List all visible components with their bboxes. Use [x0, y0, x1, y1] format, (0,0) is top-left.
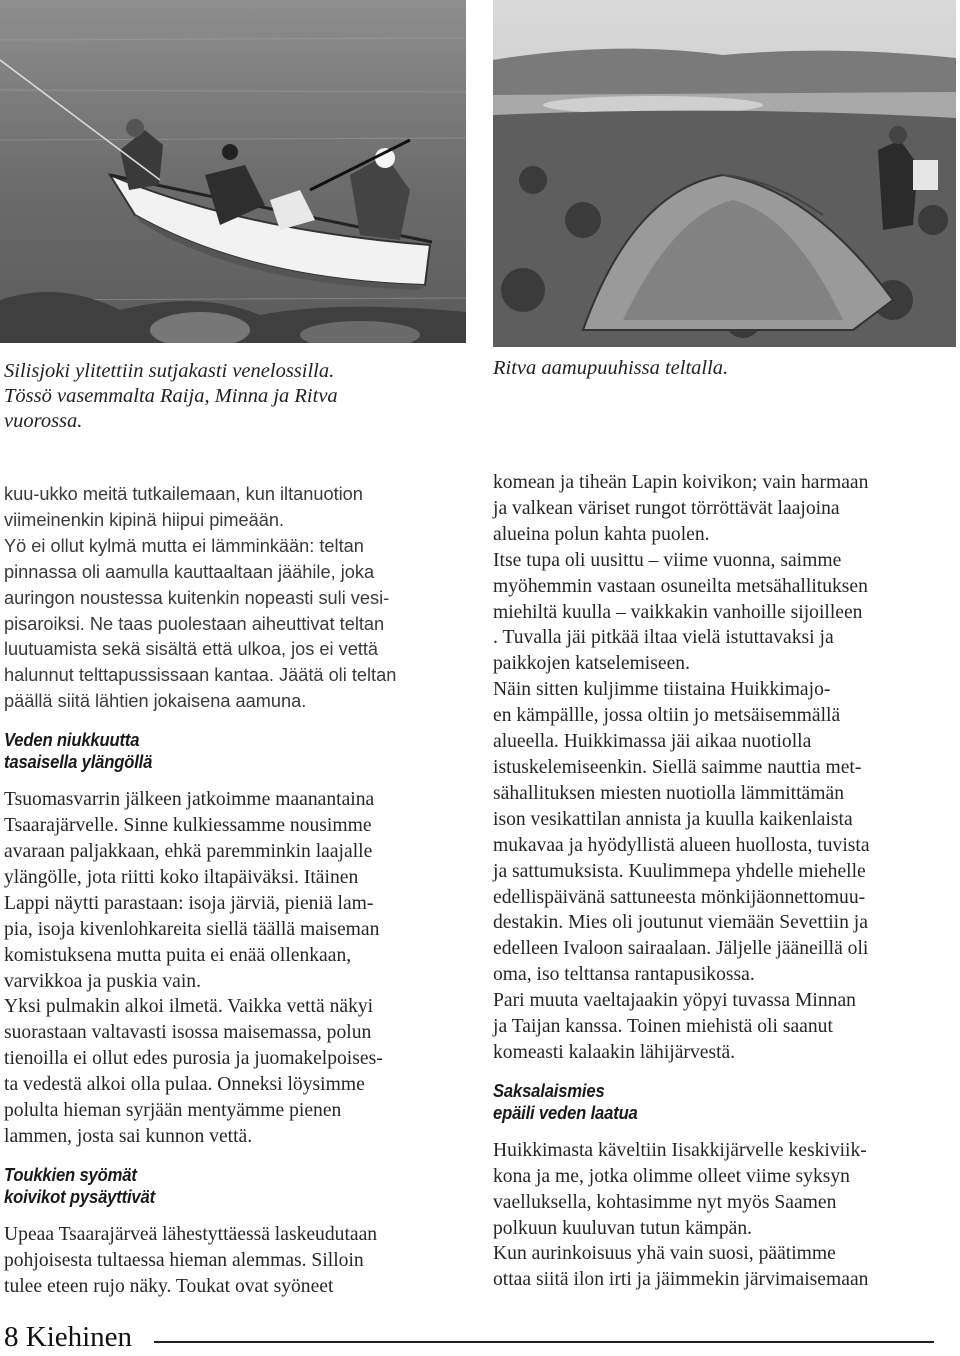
tent-photo	[493, 0, 956, 347]
intro-paragraph: kuu-ukko meitä tutkailemaan, kun iltanuotion viimeinenkin kipinä hiipui pimeään. Yö ei ollut kylmä mutta ei lämminkään: teltan pinnassa oli aamulla kauttaaltaan jäähile, joka auringon noustessa kuitenkin nopeasti suli vesi- pisaroiksi. Ne taas puolestaan aiheuttivat teltan luutuamista sekä sisältä että ulkoa, jos ei vettä halunnut telttapussissaan kantaa. Jäätä oli teltan päällä siitä lähtien jokaisena aamuna.	[4, 484, 397, 712]
article-column-left	[4, 482, 467, 1300]
tent-photo-image	[493, 0, 956, 347]
paragraph-larvae: Upeaa Tsaarajärveä lähestyttäessä laskeudutaan pohjoisesta tultaessa hieman alemmas. Silloin tulee eteen rujo näky. Toukat ovat syöneet	[4, 1223, 378, 1297]
paragraph-birch: komean ja tiheän Lapin koivikon; vain harmaan ja valkean väriset rungot törröttävät laajoina alueina polun kahta puolen. Itse tupa oli uusittu – viime vuonna, saimme myöhemmin vastaan osuneilta metsähallituksen miehiltä kuulla – vaikkakin vanhoille sijoilleen . Tuvalla jäi pitkää iltaa vielä istuttavaksi ja paikkojen katselemiseen. Näin sitten kuljimme tiistaina Huikkimajo- en kämpällle, jossa oltiin jo metsäisemmällä alueella. Huikkimassa jäi aikaa nuotiolla istuskelemiseenkin. Siellä saimme nauttia met- sähallituksen miesten nuotiolla lämmittämän ison vesikattilan annista ja kuulla kaikenlaista mukavaa ja hyödyllistä alueen huollosta, tuvista ja sattumuksista. Kuulimmepa yhdelle miehelle edellispäivänä sattuneesta mönkijäonnettomuu- destakin. Mies oli joutunut viemään Sevettiin ja edelleen Ivaloon sairaalaan. Jäljelle jääneillä oli oma, iso telttansa rantapusikossa. Pari muuta vaeltajaakin yöpyi tuvassa Minnan ja Taijan kanssa. Toinen miehistä oli saanut komeasti kalaakin lähijärvestä.	[493, 472, 870, 1063]
page-number-label: 8 Kiehinen	[4, 1321, 133, 1353]
footer-rule	[154, 1341, 934, 1343]
section-heading-german: Saksalaismies epäili veden laatua	[493, 1079, 638, 1123]
paragraph-german: Huikkimasta käveltiin Iisakkijärvelle keskiviik- kona ja me, jotka olimme olleet viime syksyn vaelluksella, kohtasimme nyt myös Saamen polkuun kuuluvan tutun kämpän. Kun aurinkoisuus yhä vain suosi, päätimme ottaa siitä ilon irti ja jäimmekin järvimaisemaan	[493, 1139, 869, 1291]
boat-photo	[0, 0, 466, 343]
section-heading-larvae: Toukkien syömät koivikot pysäyttivät	[4, 1163, 155, 1207]
article-column-right	[493, 470, 953, 1293]
photo-caption-boat: Silisjoki ylitettiin sutjakasti venelossilla. Tössö vasemmalta Raija, Minna ja Ritva vuorossa.	[4, 360, 338, 432]
photo-caption-tent: Ritva aamupuuhissa teltalla.	[493, 357, 729, 379]
paragraph-water: Tsuomasvarrin jälkeen jatkoimme maanantaina Tsaarajärvelle. Sinne kulkiessamme nousimme avaraan paljakkaan, ehkä paremminkin laajalle ylängölle, jota riitti koko iltapäiväksi. Itäinen Lappi näytti parastaan: isoja järviä, pieniä lam- pia, isoja kivenlohkareita siellä täällä maiseman komistuksena mutta puita ei enää ollenkaan, varvikkoa ja puskia vain. Yksi pulmakin alkoi ilmetä. Vaikka vettä näkyi suorastaan valtavasti isossa maisemassa, polun tienoilla ei ollut edes purosia ja juomakelpoises- ta vedestä alkoi olla pulaa. Onneksi löysimme polulta hieman syrjään mentyämme pienen lammen, josta sai kunnon vettä.	[4, 789, 383, 1147]
section-heading-water: Veden niukkuutta tasaisella ylängöllä	[4, 729, 153, 773]
boat-photo-image	[0, 0, 466, 343]
